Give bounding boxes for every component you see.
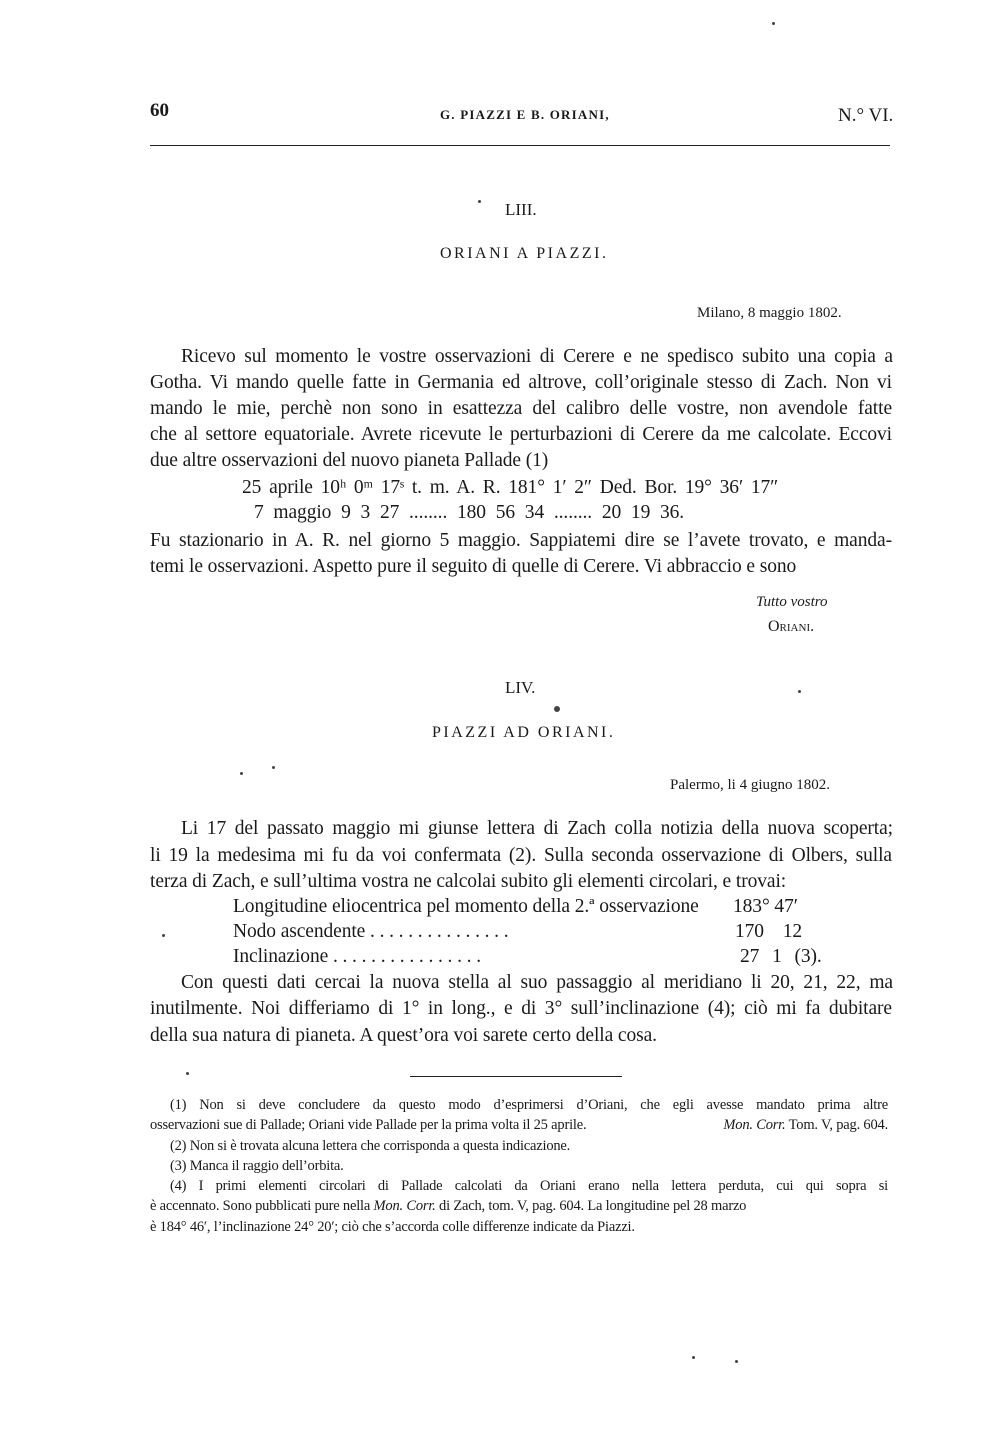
element-value: 170 12 (735, 921, 803, 942)
letter-numeral: LIII. (505, 200, 537, 219)
element-label: Inclinazione . . . . . . . . . . . . . . . . (233, 946, 481, 967)
paragraph-line: terza di Zach, e sull’ultima vostra ne calcolai subito gli elementi circolari, e trovai: (150, 871, 787, 892)
paragraph-line: della sua natura di pianeta. A quest’ora voi sarete certo della cosa. (150, 1025, 657, 1046)
scan-speck (554, 706, 560, 712)
paragraph-line: Ricevo sul momento le vostre osservazioni di Cerere e ne spedisco subito una copia a (181, 346, 893, 367)
dateline: Milano, 8 maggio 1802. (697, 305, 842, 321)
footnote-line: (2) Non si è trovata alcuna lettera che corrisponda a questa indicazione. (170, 1138, 571, 1154)
scan-speck (240, 772, 243, 775)
scan-speck (735, 1360, 738, 1363)
footnote-line (150, 1198, 888, 1215)
scan-speck (798, 690, 801, 693)
running-title: G. PIAZZI E B. ORIANI, (440, 107, 610, 122)
paragraph-line: temi le osservazioni. Aspetto pure il seguito di quelle di Cerere. Vi abbraccio e sono (150, 556, 797, 577)
element-value: 183° 47′ (733, 896, 798, 917)
scan-speck (478, 200, 481, 203)
footnote-citation (723, 1117, 888, 1134)
element-label: Nodo ascendente . . . . . . . . . . . . . . . (233, 921, 509, 942)
footnote-line: è 184° 46′, l’inclinazione 24° 20′; ciò che s’accorda colle differenze indicate da Piazzi. (150, 1219, 635, 1235)
footnote-rule (410, 1076, 622, 1077)
footnote-text: di Zach, tom. V, pag. 604. La longitudine pel 28 marzo (439, 1198, 747, 1214)
element-label: Longitudine eliocentrica pel momento della 2.ª osservazione (233, 896, 699, 917)
scan-speck (772, 22, 775, 25)
observation-row: 25 aprile 10ʰ 0ᵐ 17ˢ t. m. A. R. 181° 1′ 2″ Ded. Bor. 19° 36′ 17″ (242, 477, 779, 498)
paragraph-line: Fu stazionario in A. R. nel giorno 5 maggio. Sappiatemi dire se l’avete trovato, e manda- (150, 530, 892, 551)
observation-row: 7 maggio 9 3 27 ........ 180 56 34 ........ 20 19 36. (254, 502, 685, 523)
signature: Oriani. (768, 618, 815, 635)
scan-speck (162, 934, 165, 937)
footnote-line: (4) I primi elementi circolari di Pallade calcolati da Oriani erano nella lettera perduta, cui qui sopra si (170, 1178, 888, 1194)
paragraph-line: mando le mie, perchè non sono in esattezza del calibro delle vostre, non avendole fatte (150, 398, 892, 419)
paragraph-line: due altre osservazioni del nuovo pianeta Pallade (1) (150, 450, 549, 471)
footnote-line (150, 1117, 888, 1134)
scan-speck (692, 1356, 695, 1359)
valediction: Tutto vostro (756, 594, 828, 610)
paragraph-line: Con questi dati cercai la nuova stella al suo passaggio al meridiano li 20, 21, 22, ma (181, 972, 893, 993)
paragraph-line: Gotha. Vi mando quelle fatte in Germania ed altrove, coll’originale stesso di Zach. Non vi (150, 372, 892, 393)
paragraph-line: inutilmente. Noi differiamo di 1° in long., e di 3° sull’inclinazione (4); ciò mi fa dubitare (150, 998, 892, 1019)
footnote-text: Tom. V, pag. 604. (788, 1117, 888, 1133)
footnote-text: osservazioni sue di Pallade; Oriani vide Pallade per la prima volta il 25 aprile. (150, 1117, 587, 1133)
journal-title: Mon. Corr. (723, 1117, 786, 1133)
paragraph-line: che al settore equatoriale. Avrete ricevute le perturbazioni di Cerere da me calcolate. Eccovi (150, 424, 892, 445)
footnote-line: (1) Non si deve concludere da questo modo d’esprimersi d’Oriani, che egli avesse mandato prima altre (170, 1097, 888, 1113)
paragraph-line: li 19 la medesima mi fu da voi confermata (2). Sulla seconda osservazione di Olbers, sulla (150, 845, 892, 866)
header-rule (150, 145, 890, 146)
element-value: 27 1 (3). (740, 946, 822, 967)
paragraph-line: Li 17 del passato maggio mi giunse lettera di Zach colla notizia della nuova scoperta; (181, 818, 893, 839)
page-number: 60 (150, 100, 169, 121)
letter-numeral: LIV. (505, 678, 536, 697)
letter-title: PIAZZI AD ORIANI. (432, 724, 616, 741)
scan-speck (272, 766, 275, 769)
volume-label: N.° VI. (838, 105, 894, 126)
footnote-text: è accennato. Sono pubblicati pure nella (150, 1198, 371, 1214)
scan-speck (186, 1072, 189, 1075)
footnote-line: (3) Manca il raggio dell’orbita. (170, 1158, 344, 1174)
letter-title: ORIANI A PIAZZI. (440, 245, 609, 262)
dateline: Palermo, li 4 giugno 1802. (670, 777, 830, 793)
journal-title: Mon. Corr. (373, 1198, 436, 1214)
